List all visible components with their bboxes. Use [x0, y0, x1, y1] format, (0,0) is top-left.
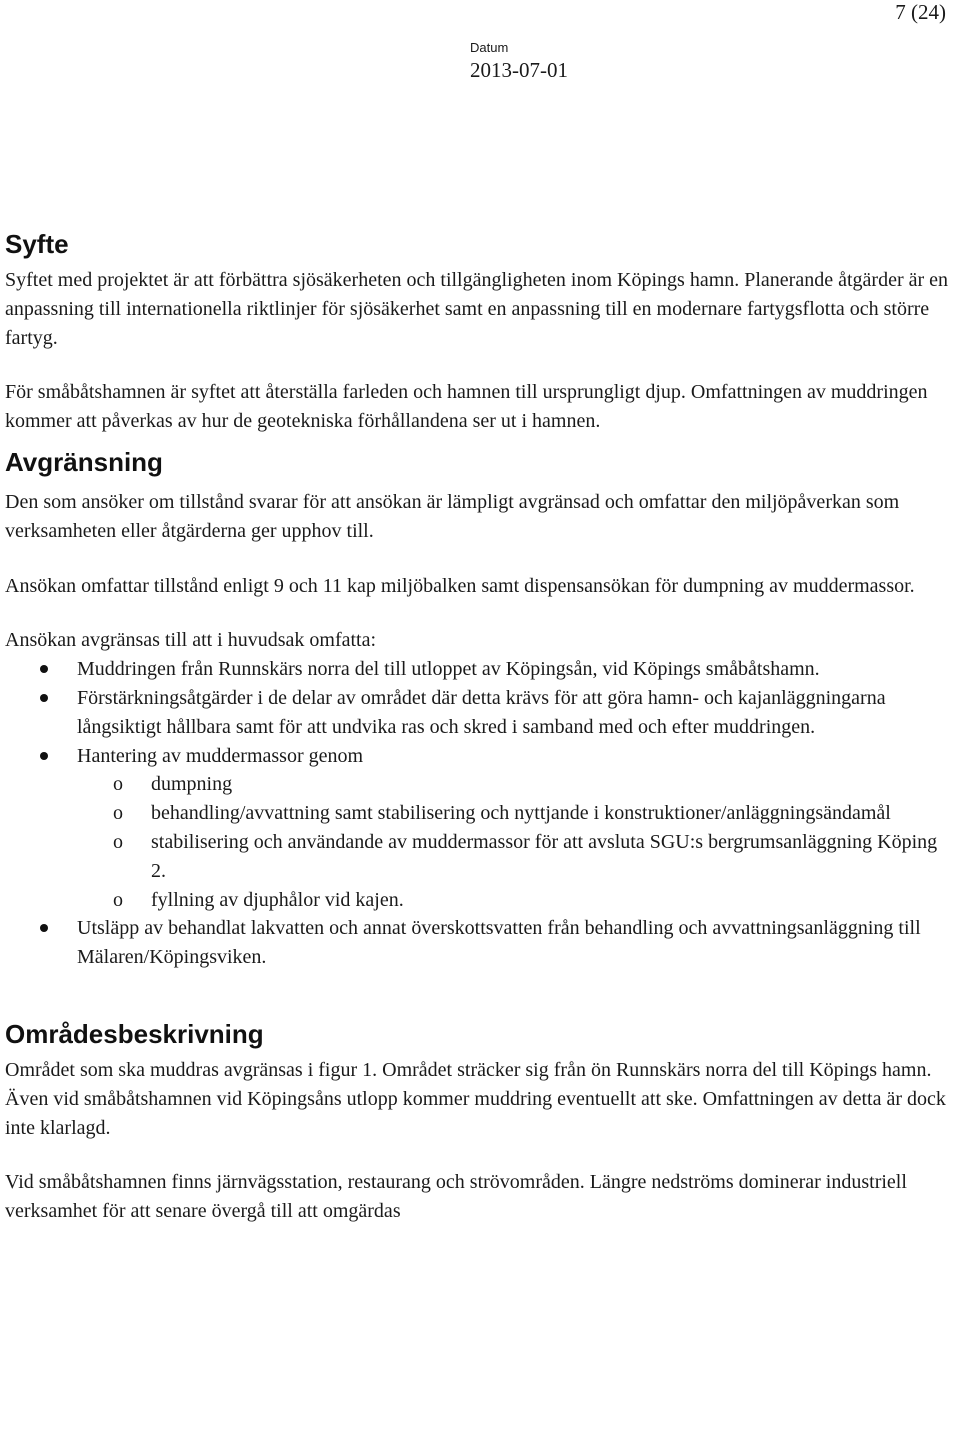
sub-list-item	[77, 828, 950, 886]
list-item-text: Hantering av muddermassor genom	[77, 744, 364, 767]
list-item	[5, 684, 950, 742]
sub-list	[77, 770, 950, 914]
section-heading-syfte: Syfte	[5, 229, 69, 259]
list-item	[5, 742, 950, 915]
list-item-text: Muddringen från Runnskärs norra del till utloppet av Köpingsån, vid Köpings småbåtshamn.	[77, 658, 820, 681]
sub-list-item-text: fyllning av djuphålor vid kajen.	[151, 888, 404, 911]
section-avgransning	[5, 444, 950, 972]
sub-list-item	[77, 886, 950, 915]
circle-bullet-icon: o	[113, 830, 123, 853]
list-item-text: Utsläpp av behandlat lakvatten och annat överskottsvatten från behandling och avvattningsanläggning till Mälaren/Köpingsviken.	[77, 917, 921, 969]
section-omradesbeskrivning	[5, 1016, 950, 1226]
bullet-icon	[40, 924, 48, 932]
bullet-icon	[40, 694, 48, 702]
bullet-icon	[40, 752, 48, 760]
circle-bullet-icon: o	[113, 888, 123, 911]
date-value: 2013-07-01	[470, 58, 568, 82]
page-number: 7 (24)	[895, 0, 946, 24]
scope-list	[5, 655, 950, 972]
omradesbeskrivning-paragraph-1: Området som ska muddras avgränsas i figur 1. Området sträcker sig från ön Runnskärs norra del till Köpings hamn. Även vid småbåtshamnen vid Köpingsåns utlopp kommer muddring eventuellt att ske. Omfattningen av detta är dock inte klarlagd.	[5, 1058, 946, 1139]
sub-list-item-text: behandling/avvattning samt stabilisering och nyttjande i konstruktioner/anläggningsändamål	[151, 802, 891, 825]
list-item-text: Förstärkningsåtgärder i de delar av området där detta krävs för att göra hamn- och kajanläggningarna långsiktigt hållbara samt för att undvika ras och skred i samband med och efter muddringen.	[77, 686, 886, 738]
list-item	[5, 914, 950, 972]
omradesbeskrivning-paragraph-2: Vid småbåtshamnen finns järnvägsstation, restaurang och strövområden. Längre nedströms dominerar industriell verksamhet för att senare övergå till att omgärdas	[5, 1171, 907, 1223]
circle-bullet-icon: o	[113, 802, 123, 825]
list-item	[5, 655, 950, 684]
sub-list-item-text: dumpning	[151, 773, 233, 796]
section-heading-avgransning: Avgränsning	[5, 446, 163, 477]
sub-list-item	[77, 799, 950, 828]
bullet-icon	[40, 665, 48, 673]
avgransning-paragraph-1: Den som ansöker om tillstånd svarar för att ansökan är lämpligt avgränsad och omfattar den miljöpåverkan som verksamheten eller åtgärderna ger upphov till.	[5, 490, 900, 542]
sub-list-item-text: stabilisering och användande av muddermassor för att avsluta SGU:s bergrumsanläggning Köping 2.	[151, 830, 938, 882]
section-syfte	[5, 226, 950, 436]
section-heading-omradesbeskrivning: Områdesbeskrivning	[5, 1018, 264, 1049]
avgransning-list-intro: Ansökan avgränsas till att i huvudsak omfatta:	[5, 629, 377, 652]
date-label: Datum	[470, 40, 509, 55]
sub-list-item	[77, 770, 950, 799]
avgransning-paragraph-2: Ansökan omfattar tillstånd enligt 9 och 11 kap miljöbalken samt dispensansökan för dumpning av muddermassor.	[5, 574, 915, 597]
syfte-paragraph-2: För småbåtshamnen är syftet att återställa farleden och hamnen till ursprungligt djup. Omfattningen av muddringen kommer att påverkas av hur de geotekniska förhållandena ser ut i hamnen.	[5, 381, 928, 433]
syfte-paragraph-1: Syftet med projektet är att förbättra sjösäkerheten och tillgängligheten inom Köpings hamn. Planerande åtgärder är en anpassning till internationella riktlinjer för sjösäkerhet samt en anpassning till en modernare fartygsflotta och större fartyg.	[5, 269, 949, 349]
document-body	[5, 226, 950, 1226]
circle-bullet-icon: o	[113, 773, 123, 796]
